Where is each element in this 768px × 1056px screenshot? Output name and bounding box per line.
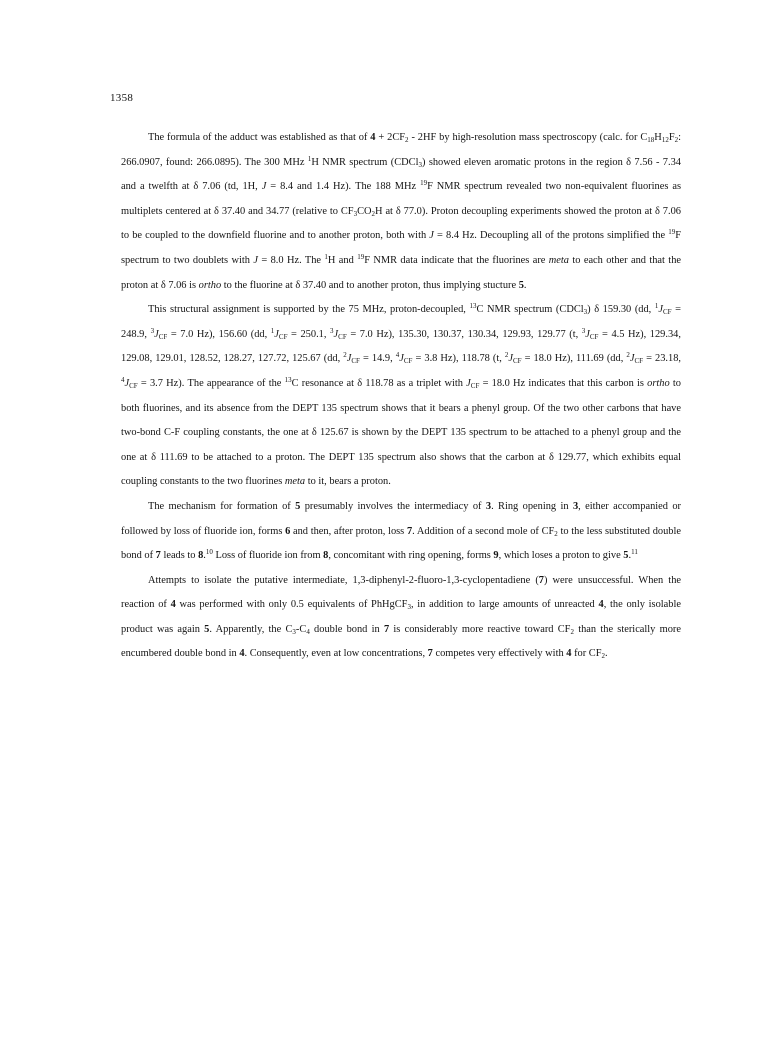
italic-text: J — [399, 353, 404, 365]
subscript: CF — [351, 357, 360, 366]
page-number: 1358 — [110, 92, 134, 104]
superscript: 1 — [654, 302, 659, 311]
italic-text: J — [466, 377, 471, 389]
italic-text: ortho — [647, 377, 670, 389]
italic-text: meta — [548, 254, 569, 266]
subscript: 3 — [583, 308, 588, 317]
paragraph-2: This structural assignment is supported by the 75 MHz, proton-decoupled, $^{13}$C NMR spectrum (CDCl$_3$) δ 159.30 (dd, $^1J_{CF} = 248.9$, $^3J_{CF} = 7.0$ Hz), 156.60 (dd, $^1J_{CF} = 250.1$, $^3J_{CF} = 7.0$ Hz), 135.30, 130.37, 130.34, 129.93, 129.77 (t, $^3J_{CF} = 4.5$ Hz), 129.34, 129.08, 129.01, 128.52, 128.27, 127.72, 125.67 (dd, $^2J_{CF} = 14.9$, $^4J_{CF} = 3.8$ Hz), 118.78 (t, $^2J_{CF} = 18.0$ Hz), 111.69 (dd, $^2J_{CF} = 23.18$, $^4J_{CF} = 3.7$ Hz). The appearance of the $^{13}$C resonance at δ 118.78 as a triplet with $J_{CF} = 18.0$ Hz indicates that this carbon is ortho to both fluorines, and its absence from the DEPT 135 spectrum shows that it bears a phenyl group. Of the two other carbons that have two-bond C-F coupling constants, the one at δ 125.67 is shown by the DEPT 135 spectrum to be attached to a phenyl group and the one at δ 111.69 to be attached to a proton. The DEPT 135 spectrum also shows that the carbon at δ 129.77, which exhibits equal coupling constants to the two fluorines meta to it, bears a proton. — [121, 302, 681, 488]
subscript: 3 — [292, 627, 296, 636]
compound-number: 7 — [383, 623, 390, 635]
paragraph-4: Attempts to isolate the putative intermediate, 1,3-diphenyl-2-fluoro-1,3-cyclopentadiene (7) were unsuccessful. When the reaction of 4 was performed with only 0.5 equivalents of PhHgCF$_3$, in addition to large amounts of unreacted 4, the only isolable product was again 5. Apparently, the $C_3-C_4$ double bond in 7 is considerably more reactive toward $CF_2$ than the sterically more encumbered double bond in 4. Consequently, even at low concentrations, 7 competes very effectively with 4 for $CF_2$. — [121, 574, 682, 661]
italic-text: J — [508, 353, 514, 365]
superscript: 19 — [668, 228, 676, 237]
italic-text: J — [261, 181, 267, 193]
subscript: 18 — [647, 136, 655, 144]
subscript: 3 — [353, 209, 358, 218]
superscript: 11 — [631, 548, 638, 557]
subscript: CF — [403, 357, 413, 366]
superscript: 3 — [581, 326, 586, 335]
superscript: 4 — [395, 351, 400, 360]
subscript: CF — [634, 357, 644, 366]
subscript: CF — [662, 308, 672, 317]
subscript: 2 — [601, 652, 605, 661]
subscript: CF — [278, 332, 288, 341]
italic-text: J — [333, 328, 339, 340]
body-text — [121, 126, 681, 667]
italic-text: J — [253, 254, 258, 266]
subscript: 2 — [371, 209, 376, 218]
subscript: 2 — [570, 627, 574, 636]
superscript: 13 — [284, 375, 292, 384]
compound-number: 7 — [155, 550, 161, 562]
compound-number: 4 — [370, 132, 376, 143]
subscript: 3 — [418, 160, 422, 169]
italic-text: ortho — [198, 279, 222, 291]
superscript: 19 — [357, 252, 365, 261]
superscript: 19 — [420, 179, 428, 188]
compound-number: 6 — [285, 525, 291, 537]
italic-text: J — [346, 353, 352, 365]
subscript: 12 — [661, 136, 669, 144]
paragraph-3: The mechanism for formation of 5 presumably involves the intermediacy of 3. Ring opening in 3, either accompanied or followed by loss of fluoride ion, forms 6 and then, after proton, loss 7. Addition of a second mole of $CF_2$ to the less substituted double bond of 7 leads to 8.10 Loss of fluoride ion from 8, concomitant with ring opening, forms 9, which loses a proton to give 5.11 — [121, 500, 681, 562]
superscript: 2 — [626, 351, 630, 360]
italic-text: J — [585, 328, 590, 340]
subscript: 4 — [306, 627, 310, 636]
compound-number: 3 — [485, 500, 492, 512]
subscript: 2 — [405, 136, 409, 144]
italic-text: J — [274, 328, 279, 340]
subscript: CF — [513, 357, 522, 366]
superscript: 10 — [205, 548, 213, 557]
subscript: CF — [470, 381, 480, 390]
compound-number: 7 — [427, 648, 433, 660]
superscript: 3 — [330, 326, 334, 335]
compound-number: 4 — [170, 599, 176, 611]
italic-text: J — [658, 304, 663, 316]
compound-number: 5 — [623, 550, 629, 562]
compound-number: 5 — [204, 623, 210, 635]
subscript: 2 — [554, 529, 558, 538]
italic-text: J — [429, 230, 434, 242]
subscript: 2 — [674, 136, 679, 144]
compound-number: 9 — [493, 550, 499, 562]
subscript: CF — [129, 381, 138, 390]
compound-number: 8 — [323, 550, 329, 562]
compound-number: 7 — [538, 574, 544, 586]
superscript: 13 — [469, 302, 477, 311]
superscript: 1 — [307, 154, 312, 163]
superscript: 2 — [343, 351, 347, 360]
subscript: CF — [589, 332, 599, 341]
compound-number: 4 — [598, 599, 604, 611]
compound-number: 5 — [295, 500, 301, 512]
subscript: 3 — [407, 603, 411, 612]
compound-number: 5 — [518, 279, 524, 291]
superscript: 3 — [150, 326, 155, 335]
compound-number: 4 — [239, 648, 245, 660]
compound-number: 8 — [198, 550, 204, 562]
italic-text: meta — [284, 476, 306, 488]
paragraph-1: The formula of the adduct was established as that of $4 + 2CF_2 - 2HF$ by high-resolution mass spectroscopy (calc. for $C_{18}H_{12}F_2$: 266.0907, found: 266.0895). The 300 MHz $^1$H NMR spectrum (CDCl$_3$) showed eleven aromatic protons in the region δ 7.56 - 7.34 and a twelfth at δ 7.06 (td, 1H, J = 8.4 and 1.4 Hz). The 188 MHz $^{19}$F NMR spectrum revealed two non-equivalent fluorines as multiplets centered at δ 37.40 and 34.77 (relative to $CF_3CO_2H$ at δ 77.0). Proton decoupling experiments showed the proton at δ 7.06 to be coupled to the downfield fluorine and to another proton, both with J = 8.4 Hz. Decoupling all of the protons simplified the $^{19}$F spectrum to two doublets with J = 8.0 Hz. The $^1$H and $^{19}$F NMR data indicate that the fluorines are meta to each other and that the proton at δ 7.06 is ortho to the fluorine at δ 37.40 and to another proton, thus implying stucture 5. — [121, 132, 682, 291]
compound-number: 7 — [406, 525, 413, 537]
superscript: 4 — [121, 375, 125, 384]
italic-text: J — [629, 353, 635, 365]
superscript: 1 — [324, 252, 328, 261]
subscript: CF — [338, 332, 347, 341]
subscript: CF — [158, 332, 168, 341]
italic-text: J — [124, 377, 130, 389]
compound-number: 4 — [566, 648, 572, 660]
italic-text: J — [154, 328, 159, 340]
superscript: 1 — [270, 326, 275, 335]
compound-number: 3 — [572, 500, 579, 512]
superscript: 2 — [504, 351, 509, 360]
